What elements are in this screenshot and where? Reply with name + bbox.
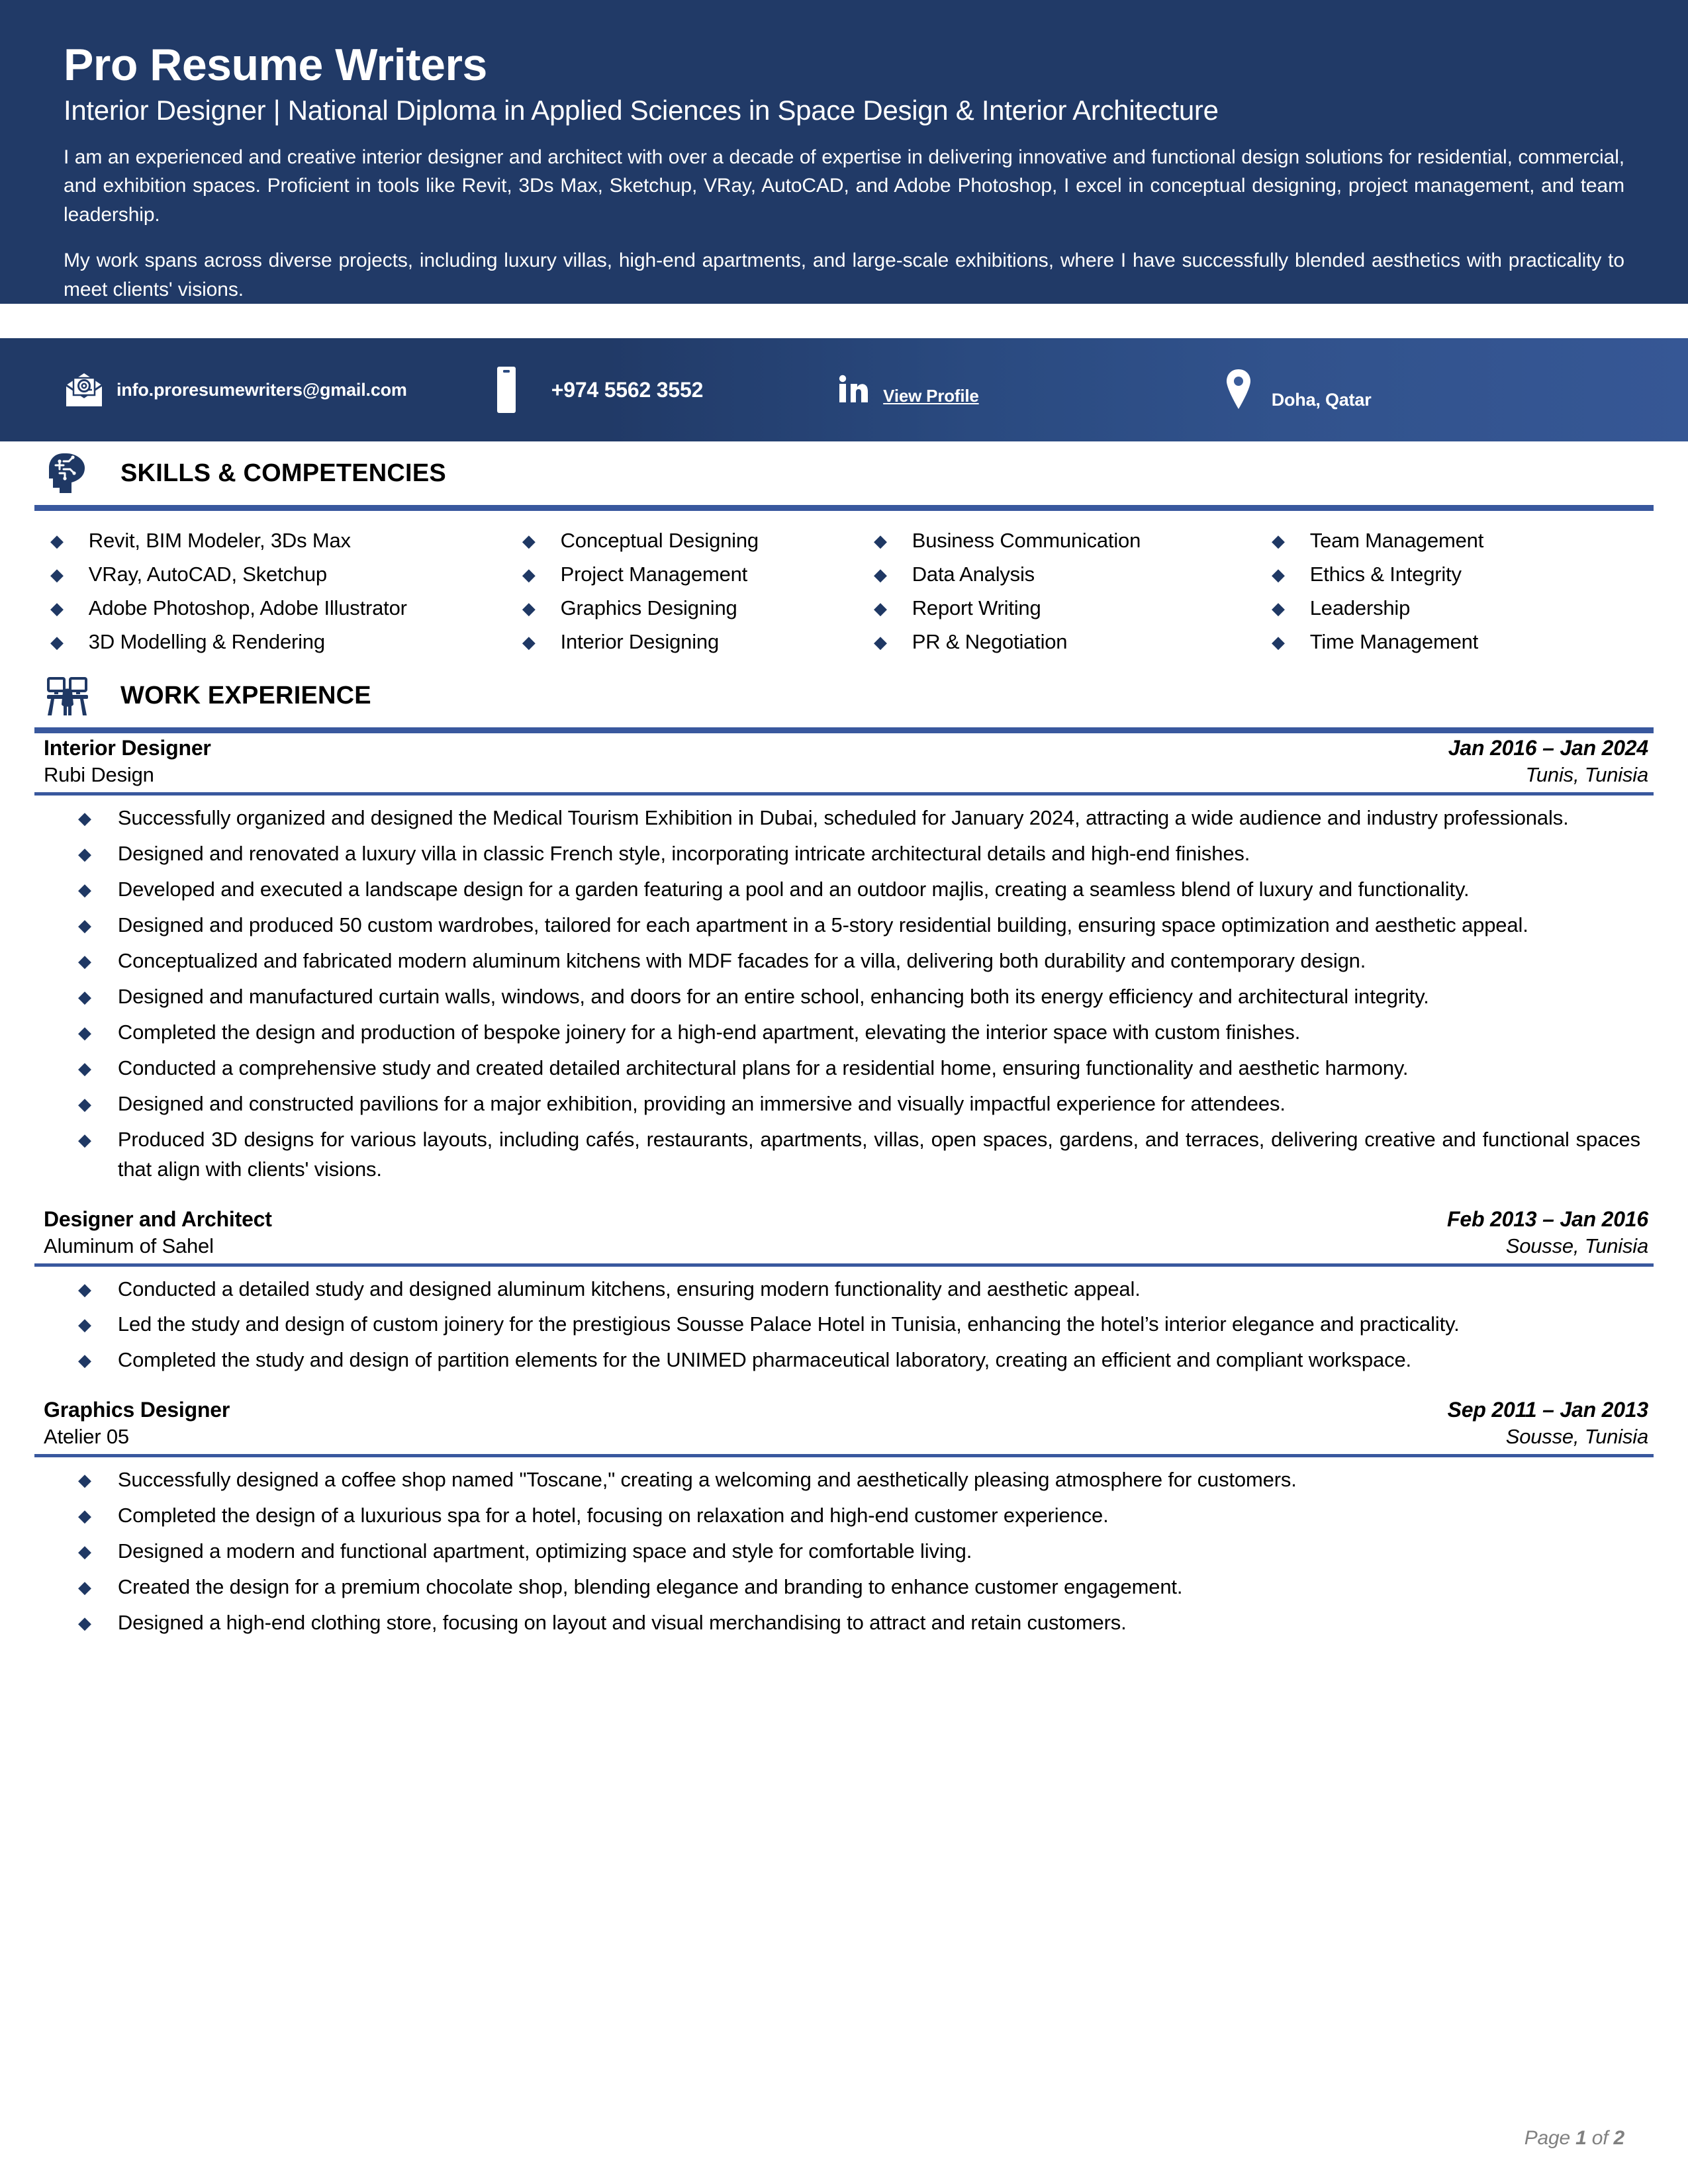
workstation-desk-icon	[44, 672, 91, 719]
diamond-bullet-icon: ◆	[78, 915, 91, 935]
summary-paragraph-1: I am an experienced and creative interior designer and architect with over a decade of expertise in delivering innovative and functional design solutions for residential, commercial, and exhibition spaces. Proficient in tools like Revit, 3Ds Max, Sketchup, VRay, AutoCAD, and Adobe Photoshop, I excel in conceptual designing, project management, and team leadership.	[64, 146, 1624, 226]
diamond-bullet-icon: ◆	[873, 631, 887, 652]
skill-label: Project Management	[560, 563, 748, 586]
skill-item	[858, 524, 1256, 558]
page-footer	[1524, 2127, 1624, 2150]
skill-label: Graphics Designing	[560, 596, 737, 619]
diamond-bullet-icon: ◆	[50, 531, 64, 551]
job-location: Sousse, Tunisia	[1505, 1425, 1648, 1449]
job-bullets	[34, 1457, 1654, 1638]
diamond-bullet-icon: ◆	[50, 565, 64, 585]
skill-label: Data Analysis	[912, 563, 1035, 586]
summary-paragraph-2: My work spans across diverse projects, including luxury villas, high-end apartments, and large-scale exhibitions, where I have successfully blended aesthetics with practicality to meet clients' visions.	[64, 250, 1624, 300]
job-company-row	[34, 1425, 1654, 1449]
footer-middle: of	[1586, 2127, 1614, 2149]
diamond-bullet-icon: ◆	[1271, 598, 1285, 618]
skills-column-2	[506, 524, 858, 659]
diamond-bullet-icon: ◆	[78, 1279, 91, 1299]
job-bullet-text: Completed the design and production of bespoke joinery for a high-end apartment, elevating the interior space with custom finishes.	[117, 1020, 1301, 1044]
job-bullet-text: Designed and constructed pavilions for a major exhibition, providing an immersive and visually impactful experience for attendees.	[117, 1091, 1286, 1115]
job-company: Rubi Design	[44, 763, 154, 787]
linkedin-icon	[835, 372, 871, 408]
diamond-bullet-icon: ◆	[873, 565, 887, 585]
skill-label: 3D Modelling & Rendering	[88, 629, 325, 653]
jobs-list	[34, 735, 1654, 1638]
map-pin-icon	[1224, 368, 1253, 412]
skill-item	[858, 558, 1256, 592]
diamond-bullet-icon: ◆	[78, 1577, 91, 1598]
job-bullet	[44, 1125, 1647, 1185]
contact-bar	[0, 338, 1688, 441]
skill-label: Revit, BIM Modeler, 3Ds Max	[88, 529, 351, 553]
skill-item	[506, 558, 858, 592]
skills-column-4	[1256, 524, 1654, 659]
diamond-bullet-icon: ◆	[78, 1093, 91, 1114]
skill-item	[1256, 558, 1654, 592]
skills-section-title: SKILLS & COMPETENCIES	[120, 459, 446, 487]
diamond-bullet-icon: ◆	[78, 1613, 91, 1633]
job-bullet	[44, 1501, 1647, 1531]
job-bullet	[44, 1608, 1647, 1638]
contact-phone-text: +974 5562 3552	[551, 377, 704, 402]
skill-item	[1256, 524, 1654, 558]
diamond-bullet-icon: ◆	[78, 1058, 91, 1078]
job-entry	[34, 736, 1654, 1184]
diamond-bullet-icon: ◆	[78, 844, 91, 864]
diamond-bullet-icon: ◆	[78, 1129, 91, 1150]
diamond-bullet-icon: ◆	[78, 1541, 91, 1562]
job-bullet	[44, 803, 1647, 833]
experience-section-rule	[34, 727, 1654, 733]
email-envelope-icon	[64, 371, 105, 409]
diamond-bullet-icon: ◆	[78, 950, 91, 971]
diamond-bullet-icon: ◆	[522, 565, 536, 585]
job-bullet-text: Led the study and design of custom joinery for the prestigious Sousse Palace Hotel in Tunisia, enhancing the hotel’s interior elegance and practicality.	[117, 1312, 1460, 1336]
contact-phone[interactable]	[493, 365, 703, 414]
skill-item	[506, 625, 858, 659]
contact-location-text: Doha, Qatar	[1271, 390, 1372, 410]
job-bullet	[44, 839, 1647, 869]
skill-item	[34, 524, 506, 558]
skill-label: VRay, AutoCAD, Sketchup	[88, 563, 327, 586]
job-title-row	[34, 1398, 1654, 1422]
diamond-bullet-icon: ◆	[78, 808, 91, 829]
job-entry	[34, 1207, 1654, 1376]
job-bullets	[34, 796, 1654, 1184]
job-bullet-text: Conducted a comprehensive study and created detailed architectural plans for a residential home, ensuring functionality and aesthetic harmony.	[117, 1056, 1409, 1079]
job-bullet-text: Conducted a detailed study and designed aluminum kitchens, ensuring modern functionality and aesthetic appeal.	[117, 1277, 1141, 1300]
job-bullet	[44, 1310, 1647, 1340]
skill-item	[506, 592, 858, 625]
skill-item	[858, 592, 1256, 625]
skill-label: Time Management	[1309, 629, 1479, 653]
job-bullet-text: Successfully organized and designed the Medical Tourism Exhibition in Dubai, scheduled for January 2024, attracting a wide audience and industry professionals.	[117, 806, 1569, 830]
skill-label: PR & Negotiation	[912, 629, 1068, 653]
skill-label: Adobe Photoshop, Adobe Illustrator	[88, 596, 407, 619]
job-bullet-text: Completed the study and design of partition elements for the UNIMED pharmaceutical laboratory, creating an efficient and compliant workspace.	[117, 1348, 1411, 1372]
diamond-bullet-icon: ◆	[873, 531, 887, 551]
job-bullet-text: Designed and manufactured curtain walls, windows, and doors for an entire school, enhancing both its energy efficiency and architectural integrity.	[117, 984, 1429, 1008]
head-brain-icon	[44, 449, 91, 497]
skills-column-1	[34, 524, 506, 659]
diamond-bullet-icon: ◆	[873, 598, 887, 618]
job-bullet	[44, 911, 1647, 940]
job-bullet	[44, 875, 1647, 905]
job-bullet	[44, 1018, 1647, 1048]
diamond-bullet-icon: ◆	[1271, 631, 1285, 652]
professional-summary	[64, 143, 1624, 304]
contact-email-text: info.proresumewriters@gmail.com	[117, 379, 407, 400]
skills-section-rule	[34, 505, 1654, 511]
job-bullet	[44, 1537, 1647, 1567]
diamond-bullet-icon: ◆	[50, 598, 64, 618]
diamond-bullet-icon: ◆	[1271, 565, 1285, 585]
section-work-experience	[34, 664, 1654, 1638]
page-title: Pro Resume Writers	[64, 40, 487, 90]
job-bullets	[34, 1267, 1654, 1376]
job-entry	[34, 1398, 1654, 1638]
skill-item	[858, 625, 1256, 659]
diamond-bullet-icon: ◆	[1271, 531, 1285, 551]
skill-item	[506, 524, 858, 558]
experience-section-title: WORK EXPERIENCE	[120, 681, 371, 709]
mobile-phone-icon	[493, 365, 520, 414]
skill-item	[1256, 625, 1654, 659]
job-company: Atelier 05	[44, 1425, 129, 1449]
job-dates: Sep 2011 – Jan 2013	[1447, 1398, 1648, 1422]
skill-label: Leadership	[1309, 596, 1411, 619]
footer-total-pages: 2	[1613, 2127, 1624, 2149]
diamond-bullet-icon: ◆	[522, 598, 536, 618]
diamond-bullet-icon: ◆	[522, 531, 536, 551]
diamond-bullet-icon: ◆	[78, 986, 91, 1007]
experience-section-header	[34, 664, 1654, 727]
skills-column-3	[858, 524, 1256, 659]
job-company-row	[34, 1234, 1654, 1258]
job-bullet	[44, 982, 1647, 1012]
job-title: Designer and Architect	[44, 1206, 272, 1231]
skill-item	[34, 558, 506, 592]
job-title-row	[34, 736, 1654, 760]
diamond-bullet-icon: ◆	[78, 880, 91, 900]
skill-label: Ethics & Integrity	[1309, 563, 1462, 586]
job-bullet-text: Designed and produced 50 custom wardrobes, tailored for each apartment in a 5-story residential building, ensuring space optimization and aesthetic appeal.	[117, 913, 1528, 936]
skill-label: Business Communication	[912, 529, 1141, 553]
skills-grid	[34, 512, 1654, 664]
contact-location	[1224, 368, 1372, 412]
job-bullet-text: Completed the design of a luxurious spa for a hotel, focusing on relaxation and high-end customer experience.	[117, 1504, 1109, 1527]
skill-label: Interior Designing	[560, 629, 719, 653]
skill-label: Report Writing	[912, 596, 1041, 619]
job-bullet	[44, 1572, 1647, 1602]
skill-label: Conceptual Designing	[560, 529, 759, 553]
job-bullet	[44, 1465, 1647, 1495]
job-bullet	[44, 1089, 1647, 1119]
job-bullet-text: Conceptualized and fabricated modern aluminum kitchens with MDF facades for a villa, delivering both durability and contemporary design.	[117, 948, 1366, 972]
skill-label: Team Management	[1309, 529, 1484, 553]
contact-linkedin[interactable]	[835, 372, 979, 408]
diamond-bullet-icon: ◆	[78, 1506, 91, 1526]
diamond-bullet-icon: ◆	[78, 1470, 91, 1490]
linkedin-profile-link[interactable]: View Profile	[883, 386, 979, 406]
job-bullet	[44, 1345, 1647, 1375]
job-bullet-text: Designed a high-end clothing store, focusing on layout and visual merchandising to attract and retain customers.	[117, 1611, 1127, 1635]
diamond-bullet-icon: ◆	[78, 1022, 91, 1042]
job-bullet-text: Developed and executed a landscape design for a garden featuring a pool and an outdoor majlis, creating a seamless blend of luxury and functionality.	[117, 878, 1470, 901]
job-location: Sousse, Tunisia	[1505, 1234, 1648, 1257]
job-company: Aluminum of Sahel	[44, 1234, 214, 1257]
skill-item	[1256, 592, 1654, 625]
job-bullet	[44, 1054, 1647, 1083]
skill-item	[34, 592, 506, 625]
job-bullet-text: Designed and renovated a luxury villa in classic French style, incorporating intricate architectural details and high-end finishes.	[117, 842, 1250, 866]
diamond-bullet-icon: ◆	[78, 1314, 91, 1335]
job-bullet-text: Successfully designed a coffee shop named "Toscane," creating a welcoming and aesthetically pleasing atmosphere for customers.	[117, 1468, 1297, 1492]
resume-body	[0, 441, 1688, 1638]
job-title: Graphics Designer	[44, 1398, 230, 1422]
job-bullet-text: Produced 3D designs for various layouts, including cafés, restaurants, apartments, villas, open spaces, gardens, and terraces, delivering creative and functional spaces that align with clients' visions.	[117, 1127, 1640, 1181]
diamond-bullet-icon: ◆	[78, 1350, 91, 1371]
job-location: Tunis, Tunisia	[1525, 763, 1648, 787]
job-bullet	[44, 1275, 1647, 1304]
diamond-bullet-icon: ◆	[50, 631, 64, 652]
job-company-row	[34, 763, 1654, 787]
skill-item	[34, 625, 506, 659]
section-skills	[34, 441, 1654, 664]
job-title-row	[34, 1207, 1654, 1232]
job-title: Interior Designer	[44, 736, 211, 760]
header-subtitle: Interior Designer | National Diploma in Applied Sciences in Space Design & Interior Architecture	[64, 95, 1219, 126]
footer-current-page: 1	[1575, 2127, 1587, 2149]
skills-section-header	[34, 441, 1654, 505]
footer-prefix: Page	[1524, 2127, 1576, 2149]
job-bullet-text: Created the design for a premium chocolate shop, blending elegance and branding to enhance customer engagement.	[117, 1575, 1183, 1599]
resume-header	[0, 0, 1688, 304]
job-dates: Jan 2016 – Jan 2024	[1448, 736, 1648, 760]
job-bullet-text: Designed a modern and functional apartment, optimizing space and style for comfortable living.	[117, 1539, 972, 1563]
job-bullet	[44, 946, 1647, 976]
diamond-bullet-icon: ◆	[522, 631, 536, 652]
job-dates: Feb 2013 – Jan 2016	[1447, 1206, 1648, 1231]
contact-email[interactable]	[64, 371, 407, 409]
